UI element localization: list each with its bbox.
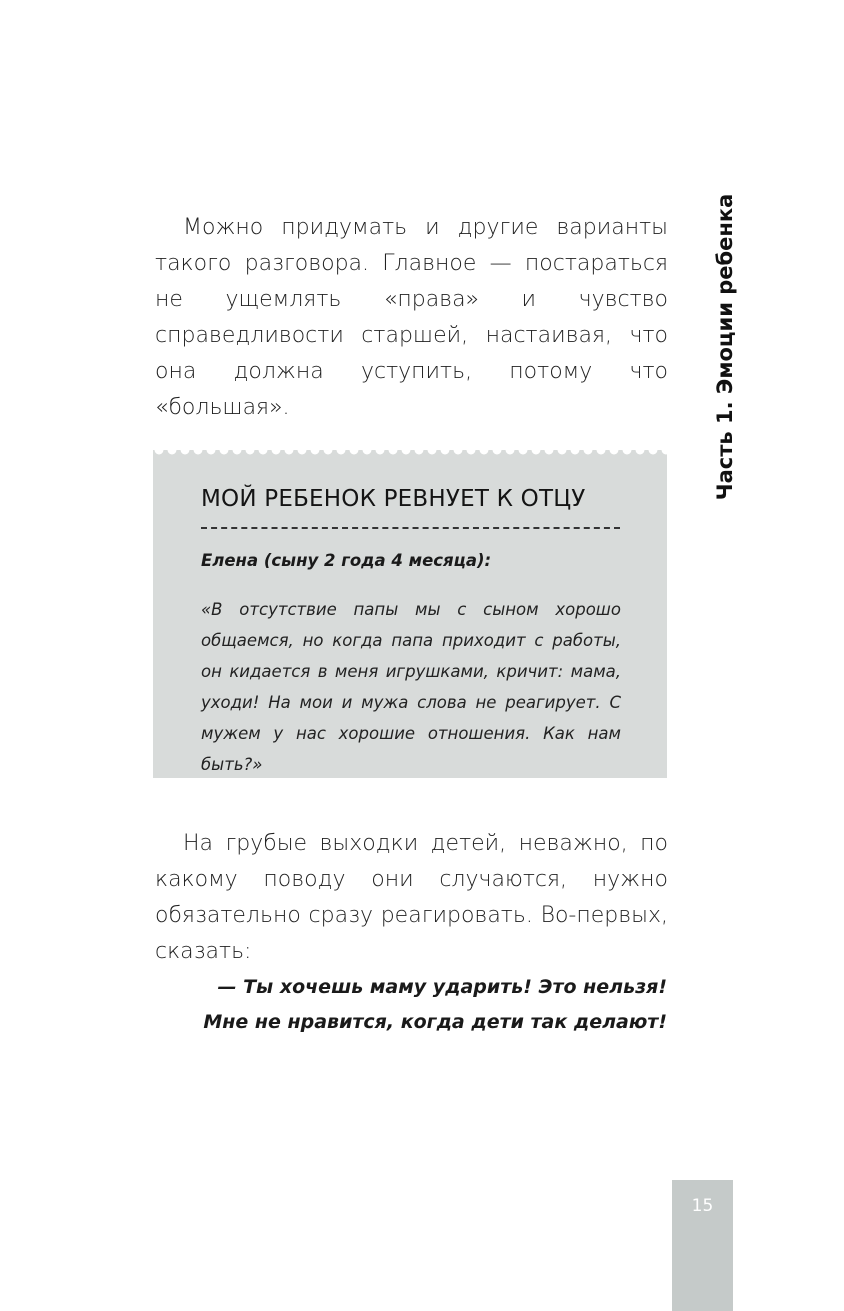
body-paragraph-2: На грубые выходки детей, неважно, по какому поводу они случаются, нужно обязательно сразу реагировать. Во-первых, сказать: (155, 831, 668, 964)
case-box-scalloped-edge (153, 444, 667, 456)
body-paragraph-1: Можно придумать и другие варианты такого разговора. Главное — постараться не ущемлять «права» и чувство справедливости старшей, настаивая, что она должна уступить, потому что «большая». (155, 215, 668, 420)
dialogue-quote (200, 970, 667, 1040)
case-box-dashed-divider (201, 527, 620, 529)
case-box-author: Елена (сыну 2 года 4 месяца): (201, 551, 492, 570)
dialogue-line-1: — Ты хочешь маму ударить! Это нельзя! (217, 976, 667, 998)
dialogue-line-2: Мне не нравится, когда дети так делают! (203, 1011, 667, 1033)
page-number: 15 (691, 1196, 714, 1216)
running-header-text: Часть 1. Эмоции ребенка (713, 193, 737, 501)
case-box-quote: «В отсутствие папы мы с сыном хорошо общаемся, но когда папа приходит с работы, он кидается в меня игрушками, кричит: мама, уходи! На мои и мужа слова не реагирует. С мужем у нас хорошие отношения. Как нам быть?» (201, 600, 621, 774)
page-number-tab (672, 1180, 733, 1311)
case-box-title: МОЙ РЕБЕНОК РЕВНУЕТ К ОТЦУ (201, 486, 586, 512)
case-box (153, 450, 667, 778)
running-header (700, 193, 750, 501)
